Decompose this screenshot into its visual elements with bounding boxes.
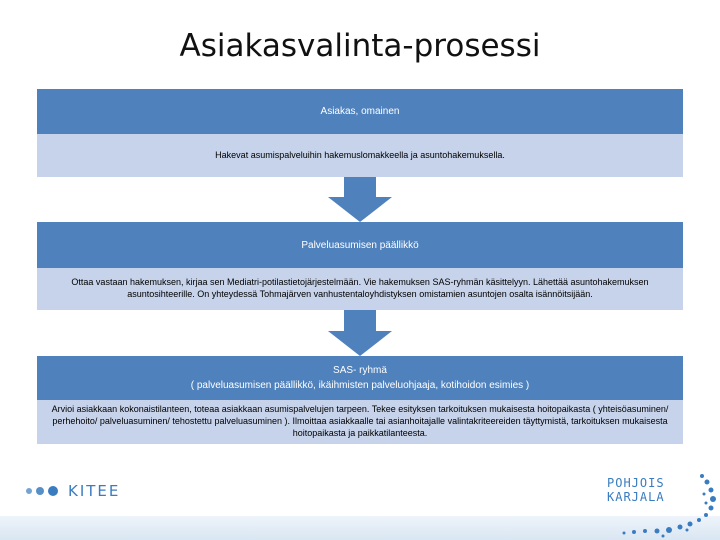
step-3-body-text: Arvioi asiakkaan kokonaistilanteen, toteaa asiakkaan asumispalvelujen tarpeen. Tekee esityksen tarkoituksen mukaisesta hoitopaikasta ( yhteisöasuminen/ perhehoito/ palveluasuminen/ tehostettu palveluasuminen ). Ilmoittaa asiakkaalle tai asianhoitajalle valintakriteereiden täyttymistä, tarkoituksen mukaisesta hoitopaikasta ja paikkatilanteesta.: [51, 404, 669, 438]
pohjois-karjala-logo: [607, 470, 717, 540]
step-2-body-text: Ottaa vastaan hakemuksen, kirjaa sen Mediatri-potilastietojärjestelmään. Vie hakemuksen SAS-ryhmän käsittelyyn. Lähettää asuntohakemuksen asuntosihteerille. On yhteydessä Tohmajärven vanhustentaloyhdistyksen omistamien asuntojen osalta isännöitsijään.: [71, 277, 649, 299]
step-2-header: [37, 222, 683, 268]
pohjois-karjala-line2: KARJALA: [607, 490, 665, 504]
down-arrow-1: [328, 177, 392, 222]
step-3-header-sub: ( palveluasumisen päällikkö, ikäihmisten palveluohjaaja, kotihoidon esimies ): [190, 380, 530, 391]
step-3-header-label: SAS- ryhmä: [333, 365, 387, 376]
kitee-logo: [26, 482, 120, 500]
step-2-header-label: Palveluasumisen päällikkö: [301, 239, 419, 251]
logo-dot-icon: [48, 486, 58, 496]
kitee-logo-text: KITEE: [68, 482, 121, 500]
slide-title: Asiakasvalinta-prosessi: [179, 28, 541, 64]
step-2-body: [37, 268, 683, 310]
step-1-body: [37, 134, 683, 177]
logo-dot-icon: [36, 487, 44, 495]
step-3-header: [37, 356, 683, 400]
step-1-body-text: Hakevat asumispalveluihin hakemuslomakkeella ja asuntohakemuksella.: [215, 149, 505, 160]
logo-dot-icon: [26, 488, 32, 494]
down-arrow-2: [328, 310, 392, 356]
step-3-body: [37, 400, 683, 444]
step-1-header-label: Asiakas, omainen: [320, 106, 400, 117]
step-1-header: [37, 89, 683, 134]
pohjois-karjala-line1: POHJOIS: [607, 476, 665, 490]
